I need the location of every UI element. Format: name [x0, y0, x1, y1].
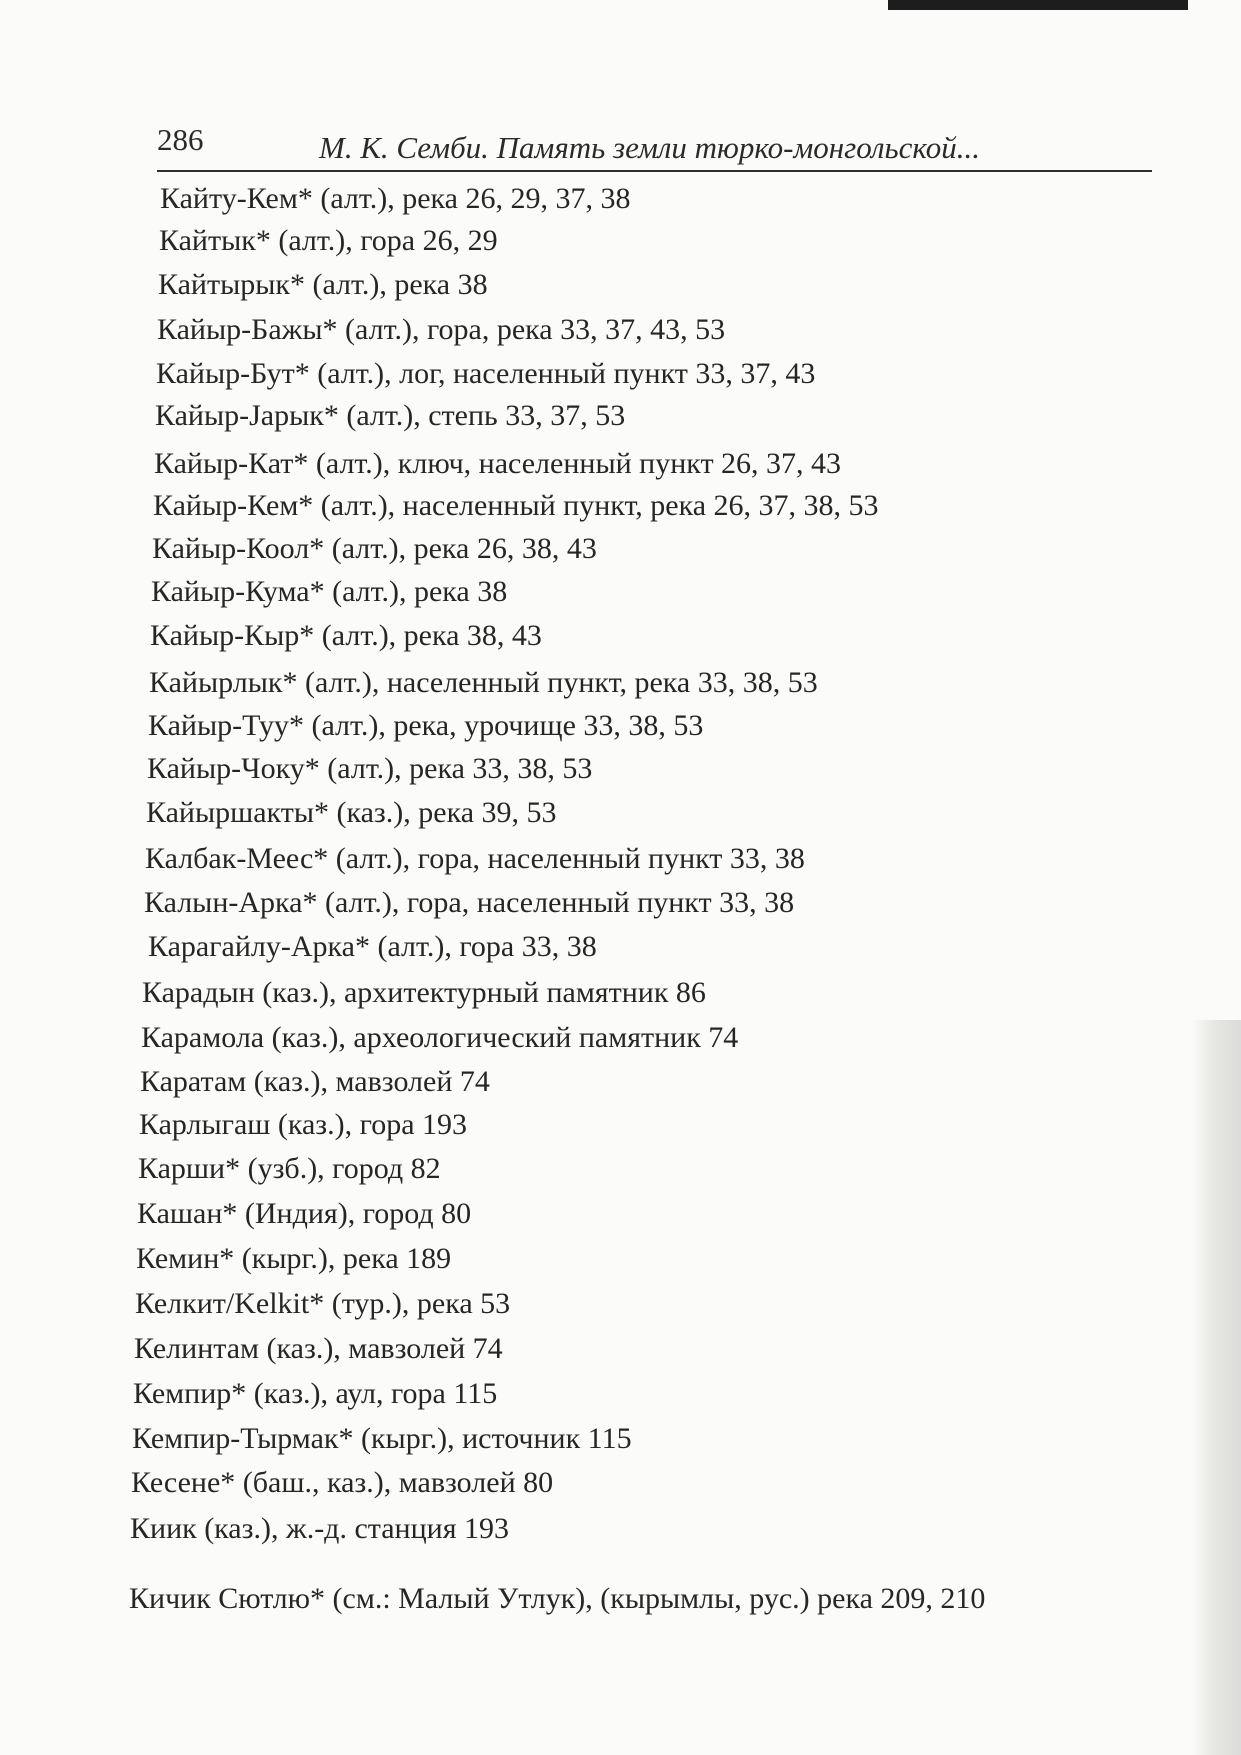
index-entry: Кашан* (Индия), город 80 — [137, 1197, 472, 1230]
index-entry: Кайтык* (алт.), гора 26, 29 — [159, 224, 498, 257]
index-entry: Кайыр-Кума* (алт.), река 38 — [151, 575, 508, 608]
page-number: 286 — [157, 122, 204, 157]
index-entry: Кайту-Кем* (алт.), река 26, 29, 37, 38 — [160, 182, 631, 215]
index-entry: Кесене* (баш., каз.), мавзолей 80 — [131, 1466, 554, 1499]
index-entry: Кайтырык* (алт.), река 38 — [158, 268, 488, 301]
index-entry: Кайыр-Јарык* (алт.), степь 33, 37, 53 — [155, 399, 626, 432]
index-entry: Кайыр-Бажы* (алт.), гора, река 33, 37, 43, 53 — [157, 313, 726, 346]
index-entry: Кичик Сютлю* (см.: Малый Утлук), (кырымлы, рус.) река 209, 210 — [129, 1582, 986, 1615]
index-entry: Кайыр-Кат* (алт.), ключ, населенный пункт 26, 37, 43 — [154, 447, 842, 480]
index-entry: Кайыр-Кыр* (алт.), река 38, 43 — [150, 619, 542, 652]
index-entry: Каратам (каз.), мавзолей 74 — [140, 1065, 490, 1098]
index-entry: Киик (каз.), ж.-д. станция 193 — [130, 1512, 510, 1545]
index-entry: Карши* (узб.), город 82 — [138, 1152, 441, 1185]
index-entry: Кайырлык* (алт.), населенный пункт, река 33, 38, 53 — [149, 666, 818, 699]
index-entry: Карлыгаш (каз.), гора 193 — [139, 1108, 468, 1141]
index-entry: Карадын (каз.), архитектурный памятник 86 — [142, 976, 706, 1009]
running-title: М. К. Семби. Память земли тюрко-монгольской... — [319, 130, 980, 165]
index-entry: Калбак-Меес* (алт.), гора, населенный пункт 33, 38 — [145, 842, 805, 875]
index-entry: Кемин* (кырг.), река 189 — [136, 1242, 452, 1275]
index-entry: Кемпир* (каз.), аул, гора 115 — [133, 1377, 498, 1410]
index-entry: Келкит/Kelkit* (тур.), река 53 — [135, 1287, 511, 1320]
index-entry: Карагайлу-Арка* (алт.), гора 33, 38 — [148, 930, 597, 963]
index-entry: Кайыршакты* (каз.), река 39, 53 — [146, 796, 557, 829]
index-entry: Карамола (каз.), археологический памятник 74 — [141, 1021, 739, 1054]
index-entry: Кайыр-Кем* (алт.), населенный пункт, река 26, 37, 38, 53 — [153, 489, 879, 522]
index-entry: Кайыр-Чоку* (алт.), река 33, 38, 53 — [147, 752, 593, 785]
index-entry: Кайыр-Туу* (алт.), река, урочище 33, 38, 53 — [148, 709, 704, 742]
index-entry: Кемпир-Тырмак* (кырг.), источник 115 — [132, 1422, 632, 1455]
index-entry: Кайыр-Бут* (алт.), лог, населенный пункт 33, 37, 43 — [156, 357, 816, 390]
index-entry: Кайыр-Коол* (алт.), река 26, 38, 43 — [152, 532, 597, 565]
index-entry: Келинтам (каз.), мавзолей 74 — [134, 1332, 503, 1365]
index-entry: Калын-Арка* (алт.), гора, населенный пункт 33, 38 — [144, 886, 795, 919]
